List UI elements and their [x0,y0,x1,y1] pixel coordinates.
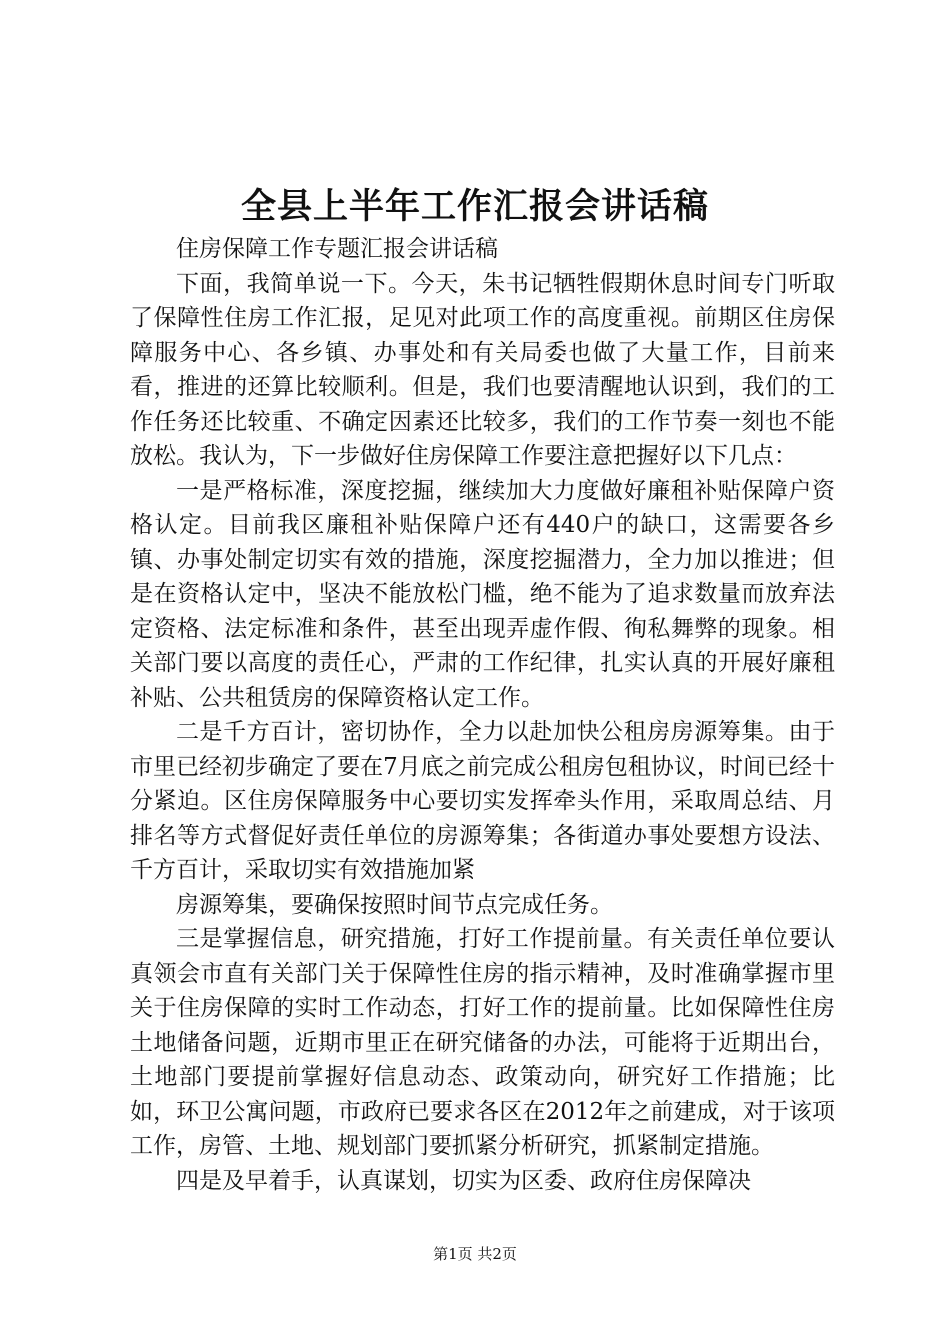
point-one-paragraph: 一是严格标准，深度挖掘，继续加大力度做好廉租补贴保障户资格认定。目前我区廉租补贴保障户还有440户的缺口，这需要各乡镇、办事处制定切实有效的措施，深度挖掘潜力，全力加以推进；但是在资格认定中，坚决不能放松门槛，绝不能为了追求数量而放弃法定资格、法定标准和条件，甚至出现弄虚作假、徇私舞弊的现象。相关部门要以高度的责任心，严肃的工作纪律，扎实认真的开展好廉租补贴、公共租赁房的保障资格认定工作。 [130,477,835,711]
subtitle-paragraph: 住房保障工作专题汇报会讲话稿 [176,236,498,262]
page-title: 全县上半年工作汇报会讲话稿 [240,186,709,227]
page-number-footer: 第1页 共2页 [433,1245,517,1263]
document-body [130,232,835,1198]
point-three-paragraph: 三是掌握信息，研究措施，打好工作提前量。有关责任单位要认真领会市直有关部门关于保障性住房的指示精神，及时准确掌握市里关于住房保障的实时工作动态，打好工作的提前量。比如保障性住房土地储备问题，近期市里正在研究储备的办法，可能将于近期出台，土地部门要提前掌握好信息动态、政策动向，研究好工作措施；比如，环卫公寓问题，市政府已要求各区在2012年之前建成，对于该项工作，房管、土地、规划部门要抓紧分析研究，抓紧制定措施。 [130,926,835,1159]
point-four-paragraph: 四是及早着手，认真谋划，切实为区委、政府住房保障决 [176,1167,751,1194]
point-two-continuation-paragraph: 房源筹集，要确保按照时间节点完成任务。 [176,891,613,918]
intro-paragraph: 下面，我简单说一下。今天，朱书记牺牲假期休息时间专门听取了保障性住房工作汇报，足见对此项工作的高度重视。前期区住房保障服务中心、各乡镇、办事处和有关局委也做了大量工作，目前来看，推进的还算比较顺利。但是，我们也要清醒地认识到，我们的工作任务还比较重、不确定因素还比较多，我们的工作节奏一刻也不能放松。我认为，下一步做好住房保障工作要注意把握好以下几点： [130,270,835,469]
point-two-paragraph: 二是千方百计，密切协作，全力以赴加快公租房房源筹集。由于市里已经初步确定了要在7月底之前完成公租房包租协议，时间已经十分紧迫。区住房保障服务中心要切实发挥牵头作用，采取周总结、月排名等方式督促好责任单位的房源筹集；各街道办事处要想方设法、千方百计，采取切实有效措施加紧 [130,719,835,883]
